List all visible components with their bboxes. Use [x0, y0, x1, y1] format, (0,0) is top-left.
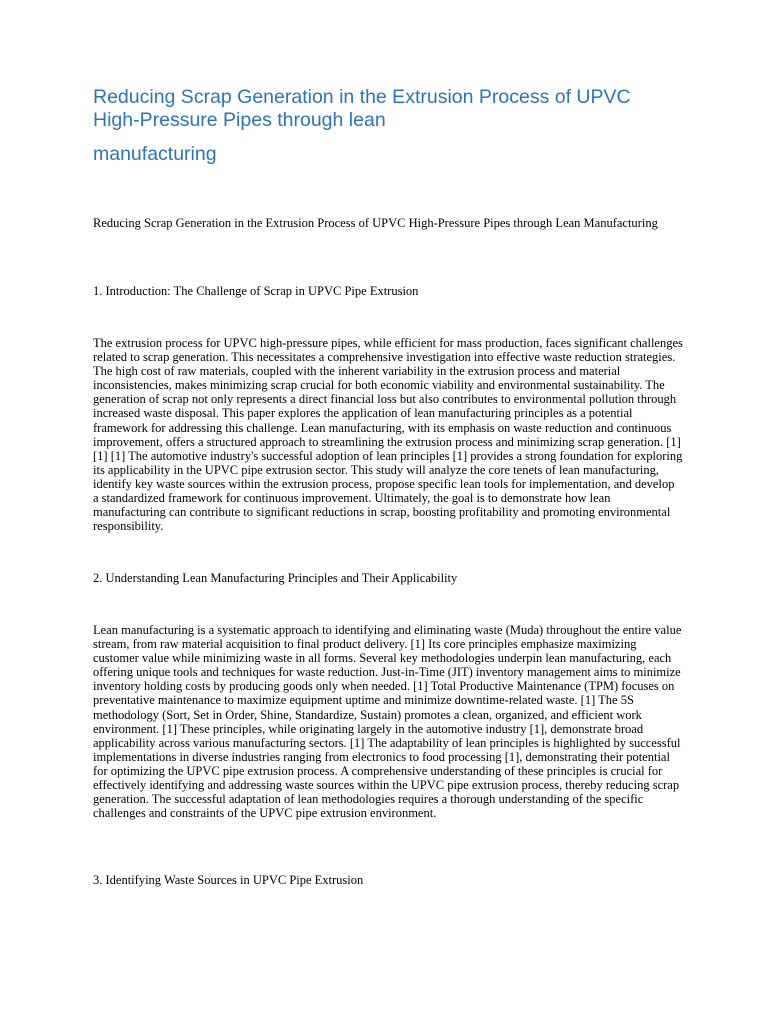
section-paragraph-introduction: The extrusion process for UPVC high-pressure pipes, while efficient for mass production, faces significant challenges related to scrap generation. This necessitates a comprehensive investigation into effective waste reduction strategies. The high cost of raw materials, coupled with the inherent variability in the extrusion process and material inconsistencies, makes minimizing scrap crucial for both economic viability and environmental sustainability. The generation of scrap not only represents a direct financial loss but also contributes to environmental pollution through increased waste disposal. This paper explores the application of lean manufacturing principles as a potential framework for addressing this challenge. Lean manufacturing, with its emphasis on waste reduction and continuous improvement, offers a structured approach to streamlining the extrusion process and minimizing scrap generation. [1] [1] [1] The automotive industry's successful adoption of lean principles [1] provides a strong foundation for exploring its applicability in the UPVC pipe extrusion sector. This study will analyze the core tenets of lean manufacturing, identify key waste sources within the extrusion process, propose specific lean tools for implementation, and develop a standardized framework for continuous improvement. Ultimately, the goal is to demonstrate how lean manufacturing can contribute to significant reductions in scrap, boosting profitability and promoting environmental responsibility. [93, 336, 683, 534]
section-heading-introduction: 1. Introduction: The Challenge of Scrap in UPVC Pipe Extrusion [93, 284, 419, 298]
section-paragraph-lean-principles: Lean manufacturing is a systematic approach to identifying and eliminating waste (Muda) throughout the entire value stream, from raw material acquisition to final product delivery. [1] Its core principles emphasize maximizing customer value while minimizing waste in all forms. Several key methodologies underpin lean manufacturing, each offering unique tools and techniques for waste reduction. Just-in-Time (JIT) inventory management aims to minimize inventory holding costs by producing goods only when needed. [1] Total Productive Maintenance (TPM) focuses on preventative maintenance to maximize equipment uptime and minimize downtime-related waste. [1] The 5S methodology (Sort, Set in Order, Shine, Standardize, Sustain) promotes a clean, organized, and efficient work environment. [1] These principles, while originating largely in the automotive industry [1], demonstrate broad applicability across various manufacturing sectors. [1] The adaptability of lean principles is highlighted by successful implementations in diverse industries ranging from electronics to food processing [1], demonstrating their potential for optimizing the UPVC pipe extrusion process. A comprehensive understanding of these principles is crucial for effectively identifying and addressing waste sources within the UPVC pipe extrusion process, thereby reducing scrap generation. The successful adaptation of lean methodologies requires a thorough understanding of the specific challenges and constraints of the UPVC pipe extrusion environment. [93, 623, 682, 821]
title-line-2: High-Pressure Pipes through lean [93, 109, 386, 131]
document-title [93, 86, 693, 166]
section-heading-waste-sources: 3. Identifying Waste Sources in UPVC Pipe Extrusion [93, 873, 364, 887]
document-subtitle: Reducing Scrap Generation in the Extrusion Process of UPVC High-Pressure Pipes through Lean Manufacturing [93, 216, 658, 230]
title-line-3: manufacturing [93, 143, 217, 165]
title-line-1: Reducing Scrap Generation in the Extrusion Process of UPVC [93, 86, 631, 108]
section-heading-lean-principles: 2. Understanding Lean Manufacturing Principles and Their Applicability [93, 571, 458, 585]
